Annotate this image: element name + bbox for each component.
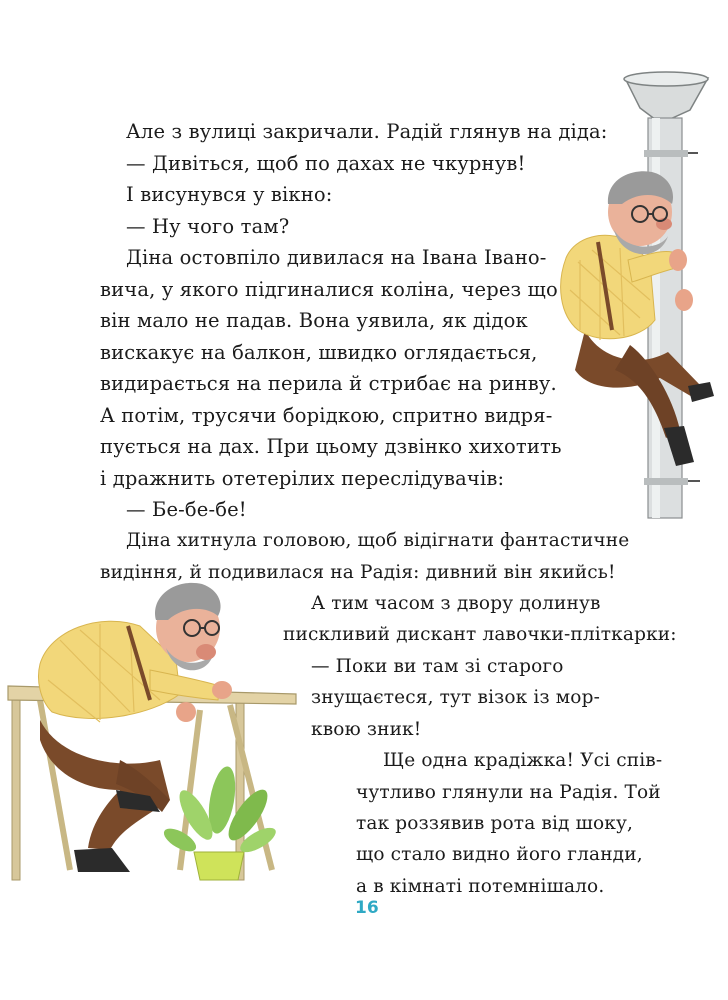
text-line-2: — Дивіться, щоб по дахах не чкурнув! — [126, 152, 526, 175]
text-line-3: І висунувся у вікно: — [126, 183, 333, 206]
text-line-5: Діна остовпіло дивилася на Івана Івано- — [126, 246, 547, 269]
text-line-15: видіння, й подивилася на Радія: дивний він якийсь! — [100, 562, 616, 583]
text-line-18: — Поки ви там зі старого — [311, 656, 564, 677]
text-line-6: вича, у якого підгиналися коліна, через що — [100, 278, 558, 301]
text-line-22: чутливо глянули на Радія. Той — [356, 782, 661, 803]
text-line-9: видирається на перила й стрибає на ринву. — [100, 372, 557, 395]
text-line-12: і дражнить отетерілих переслідувачів: — [100, 467, 505, 490]
text-line-19: знущаєтеся, тут візок із мор- — [311, 687, 600, 708]
text-line-23: так роззявив рота від шоку, — [356, 813, 634, 834]
text-line-20: квою зник! — [311, 719, 422, 740]
page-number: 16 — [355, 898, 379, 918]
text-line-25: а в кімнаті потемнішало. — [356, 876, 605, 897]
text-line-17: пискливий дискант лавочки-пліткарки: — [283, 624, 677, 645]
text-line-13: — Бе-бе-бе! — [126, 498, 247, 521]
text-line-21: Ще одна крадіжка! Усі спів- — [383, 750, 663, 771]
text-line-11: пується на дах. При цьому дзвінко хихотить — [100, 435, 562, 458]
text-line-10: А потім, трусячи борідкою, спритно видря- — [100, 404, 553, 427]
text-line-1: Але з вулиці закричали. Радій глянув на діда: — [126, 120, 608, 143]
text-line-4: — Ну чого там? — [126, 215, 290, 238]
text-line-8: вискакує на балкон, швидко оглядається, — [100, 341, 538, 364]
text-line-24: що стало видно його гланди, — [356, 844, 643, 865]
text-line-14: Діна хитнула головою, щоб відігнати фантастичне — [126, 530, 630, 551]
text-line-16: А тим часом з двору долинув — [311, 593, 601, 614]
text-line-7: він мало не падав. Вона уявила, як дідок — [100, 309, 528, 332]
